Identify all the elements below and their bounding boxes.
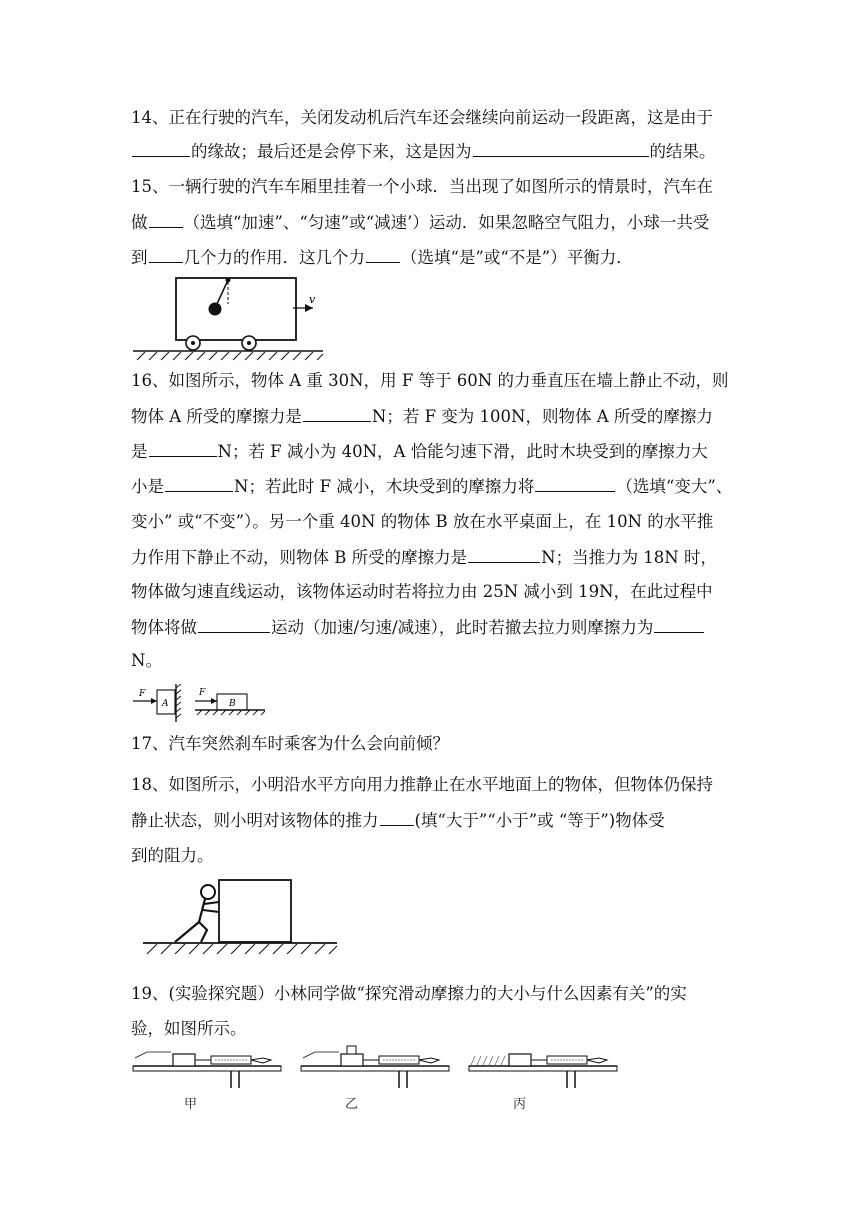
q15-text: 15、一辆行驶的汽车车厢里挂着一个小球．当出现了如图所示的情景时，汽车在	[131, 177, 713, 196]
q18-line1	[131, 774, 731, 796]
answer-blank[interactable]	[473, 140, 649, 157]
q16-text: 16、如图所示，物体 A 重 30N，用 F 等于 60N 的力垂直压在墙上静止不动，则	[131, 371, 729, 390]
answer-blank[interactable]	[303, 405, 371, 422]
q18-text: (填“大于”“小于”或 “等于”)物体受	[414, 811, 665, 830]
q16-text: N；当推力为 18N 时，	[541, 548, 717, 567]
q19-line2	[131, 1018, 731, 1040]
q16-line2	[131, 405, 731, 428]
answer-blank[interactable]	[149, 440, 217, 457]
q14-line1	[131, 107, 731, 129]
answer-blank[interactable]	[380, 809, 414, 826]
caption-jia: 甲	[184, 1097, 198, 1112]
q19-text: 验，如图所示。	[131, 1019, 247, 1038]
q16-line8	[131, 616, 731, 639]
q16-text: 物体 A 所受的摩擦力是	[131, 407, 302, 426]
q16-text: N。	[131, 651, 162, 670]
q14-text: 的结果。	[649, 142, 716, 161]
q16-text: 是	[131, 442, 148, 461]
q19-text: 19、(实验探究题）小林同学做“探究滑动摩擦力的大小与什么因素有关”的实	[131, 984, 687, 1003]
q15-line3	[131, 246, 731, 269]
q15-line1	[131, 176, 731, 198]
caption-yi: 乙	[345, 1097, 359, 1112]
q15-line2	[131, 211, 731, 234]
q14-line2	[131, 140, 731, 163]
car-pendulum-figure	[131, 272, 331, 364]
q18-text: 到的阻力。	[131, 846, 214, 865]
answer-blank[interactable]	[149, 211, 183, 228]
q18-text: 静止状态，则小明对该物体的推力	[131, 811, 379, 830]
q16-line9	[131, 650, 731, 672]
q16-text: 物体将做	[131, 618, 197, 637]
person-pushing-box-figure	[141, 878, 341, 958]
q16-text: N；若此时 F 减小，木块受到的摩擦力将	[234, 477, 535, 496]
q16-text: 变小” 或“不变”）。另一个重 40N 的物体 B 放在水平桌面上，在 10N 的水平推	[131, 512, 714, 531]
q16-text: 物体做匀速直线运动，该物体运动时若将拉力由 25N 减小到 19N，在此过程中	[131, 582, 713, 601]
q16-line4	[131, 475, 731, 498]
experiment-jia	[133, 1052, 281, 1088]
q14-text: 14、正在行驶的汽车，关闭发动机后汽车还会继续向前运动一段距离，这是由于	[131, 108, 713, 127]
q18-line2	[131, 809, 731, 832]
velocity-label: v	[309, 293, 316, 306]
q16-line7	[131, 581, 731, 603]
experiment-bing	[469, 1054, 617, 1088]
q16-text: 运动（加速/匀速/减速），此时若撤去拉力则摩擦力为	[271, 618, 654, 637]
force-blocks-figure	[131, 684, 271, 724]
answer-blank[interactable]	[198, 616, 270, 633]
q15-text: （选填“加速”、“匀速”或“减速’）运动．如果忽略空气阻力，小球一共受	[183, 213, 710, 232]
answer-blank[interactable]	[654, 616, 704, 633]
q15-text: 几个力的作用．这几个力	[183, 248, 365, 267]
q16-text: （选填“变大”、	[616, 477, 733, 496]
q16-text: N；若 F 减小为 40N，A 恰能匀速下滑，此时木块受到的摩擦力大	[217, 442, 708, 461]
q16-line6	[131, 546, 731, 569]
q16-text: 小是	[131, 477, 164, 496]
answer-blank[interactable]	[165, 475, 233, 492]
block-a-label: A	[162, 699, 169, 709]
q15-text: 做	[131, 213, 148, 232]
q16-text: N；若 F 变为 100N，则物体 A 所受的摩擦力	[371, 407, 713, 426]
q18-text: 18、如图所示，小明沿水平方向用力推静止在水平地面上的物体，但物体仍保持	[131, 775, 713, 794]
q16-line3	[131, 440, 731, 463]
q19-line1	[131, 983, 731, 1005]
force-label-b: F	[199, 688, 206, 698]
q16-line1	[131, 370, 731, 392]
q14-text: 的缘故；最后还是会停下来，这是因为	[191, 142, 472, 161]
q17-text: 17、汽车突然刹车时乘客为什么会向前倾？	[131, 734, 449, 753]
q15-text: 到	[131, 248, 148, 267]
q16-text: 力作用下静止不动，则物体 B 所受的摩擦力是	[131, 548, 468, 567]
force-label-a: F	[139, 689, 146, 699]
q17-line1	[131, 733, 731, 755]
block-b-label: B	[229, 699, 236, 709]
answer-blank[interactable]	[149, 246, 183, 263]
q16-line5	[131, 511, 731, 533]
q15-text: （选填“是”或“不是”）平衡力．	[401, 248, 633, 267]
answer-blank[interactable]	[366, 246, 400, 263]
friction-experiment-figure	[131, 1044, 631, 1110]
answer-blank[interactable]	[132, 140, 190, 157]
caption-bing: 丙	[513, 1097, 527, 1112]
q18-line3	[131, 845, 731, 867]
answer-blank[interactable]	[535, 475, 615, 492]
answer-blank[interactable]	[468, 546, 540, 563]
experiment-yi	[301, 1046, 449, 1088]
